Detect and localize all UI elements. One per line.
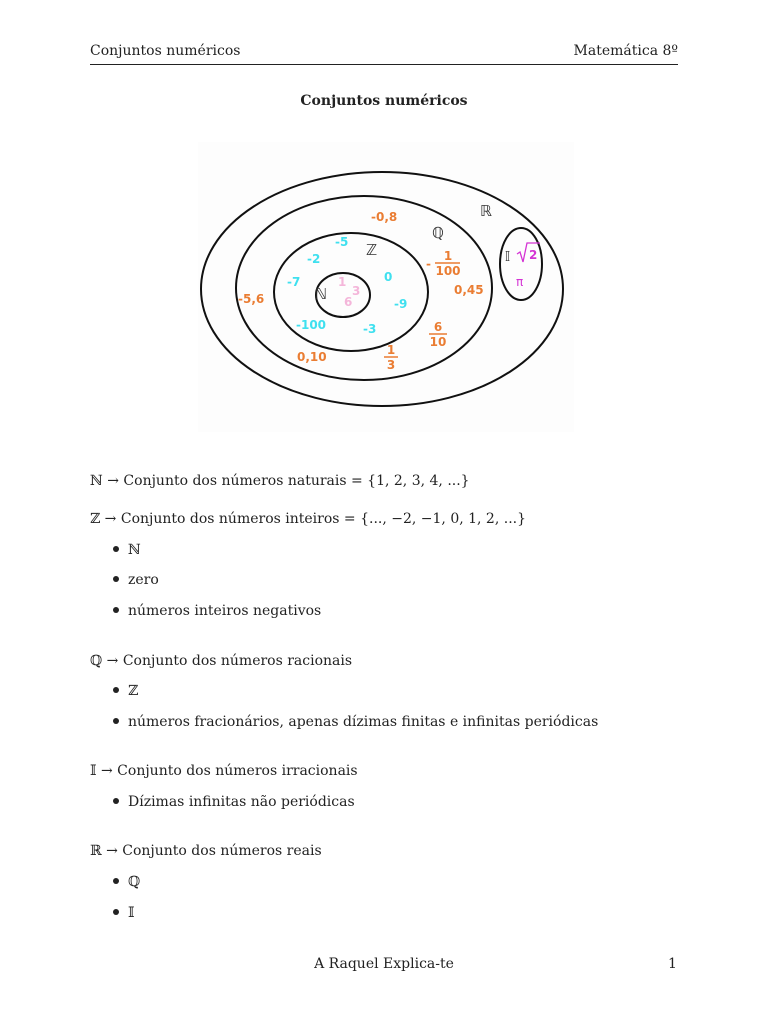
reals-symbol: ℝ: [480, 202, 492, 220]
list-item-text: ℕ: [128, 542, 141, 558]
bullet-icon: [113, 909, 119, 915]
bullet-icon: [113, 687, 119, 693]
list-item: [113, 572, 159, 588]
list-item-text: números inteiros negativos: [128, 603, 322, 619]
definition-naturals: ℕ → Conjunto dos números naturais = {1, 2, 3, 4, ...}: [90, 473, 470, 489]
radicand: 2: [529, 248, 538, 262]
list-item: [113, 603, 321, 619]
integer-value: -9: [394, 297, 408, 311]
list-item-text: zero: [128, 572, 159, 588]
fraction-sign: -: [426, 257, 431, 271]
list-item: [113, 683, 138, 699]
rational-value: 0,10: [297, 350, 327, 364]
bullet-icon: [113, 718, 119, 724]
list-item-text: ℤ: [128, 683, 139, 699]
pi-value: π: [516, 275, 524, 289]
list-item: [113, 714, 598, 730]
list-item-text: números fracionários, apenas dízimas finitas e infinitas periódicas: [128, 714, 599, 730]
footer-author: A Raquel Explica-te: [314, 956, 454, 972]
list-item: [113, 794, 355, 810]
fraction-denominator: 10: [429, 335, 447, 349]
definition-rationals: ℚ → Conjunto dos números racionais: [90, 653, 353, 669]
bullet-icon: [113, 607, 119, 613]
bullet-icon: [113, 546, 119, 552]
fraction-numerator: 1: [443, 249, 453, 263]
definition-irrationals: 𝕀 → Conjunto dos números irracionais: [90, 763, 358, 779]
definition-integers: ℤ → Conjunto dos números inteiros = {..., −2, −1, 0, 1, 2, ...}: [90, 511, 526, 527]
running-header: [90, 43, 678, 65]
irrationals-symbol: 𝕀: [505, 250, 511, 265]
list-item: [113, 542, 141, 558]
integer-value: -3: [363, 322, 377, 336]
fraction-denominator: 3: [386, 358, 396, 372]
rational-value: -5,6: [238, 292, 265, 306]
naturals-symbol: ℕ: [315, 285, 328, 303]
list-item: [113, 905, 135, 921]
page-number: 1: [668, 956, 677, 972]
list-item: [113, 874, 140, 890]
integer-value: -5: [335, 235, 349, 249]
integer-value: -7: [287, 275, 301, 289]
header-right-subject: Matemática 8º: [573, 43, 678, 59]
bullet-icon: [113, 878, 119, 884]
rationals-symbol: ℚ: [432, 224, 444, 242]
natural-value: 1: [338, 275, 347, 289]
fraction-numerator: 6: [433, 320, 443, 334]
integers-symbol: ℤ: [366, 241, 378, 259]
natural-value: 6: [344, 295, 353, 309]
integer-value: -2: [307, 252, 321, 266]
list-item-text: ℚ: [128, 874, 141, 890]
integer-value: -100: [296, 318, 327, 332]
natural-value: 3: [352, 284, 361, 298]
header-left-title: Conjuntos numéricos: [90, 43, 241, 59]
venn-diagram-svg: [198, 142, 574, 432]
number-sets-diagram: [198, 142, 574, 432]
rational-value: 0,45: [454, 283, 484, 297]
bullet-icon: [113, 576, 119, 582]
rational-value: -0,8: [371, 210, 398, 224]
fraction-numerator: 1: [386, 343, 396, 357]
page-title: Conjuntos numéricos: [300, 93, 468, 109]
definition-reals: ℝ → Conjunto dos números reais: [90, 843, 322, 859]
list-item-text: 𝕀: [128, 905, 135, 921]
list-item-text: Dízimas infinitas não periódicas: [128, 794, 355, 810]
bullet-icon: [113, 798, 119, 804]
integer-value: 0: [384, 270, 393, 284]
fraction-denominator: 100: [435, 264, 461, 278]
